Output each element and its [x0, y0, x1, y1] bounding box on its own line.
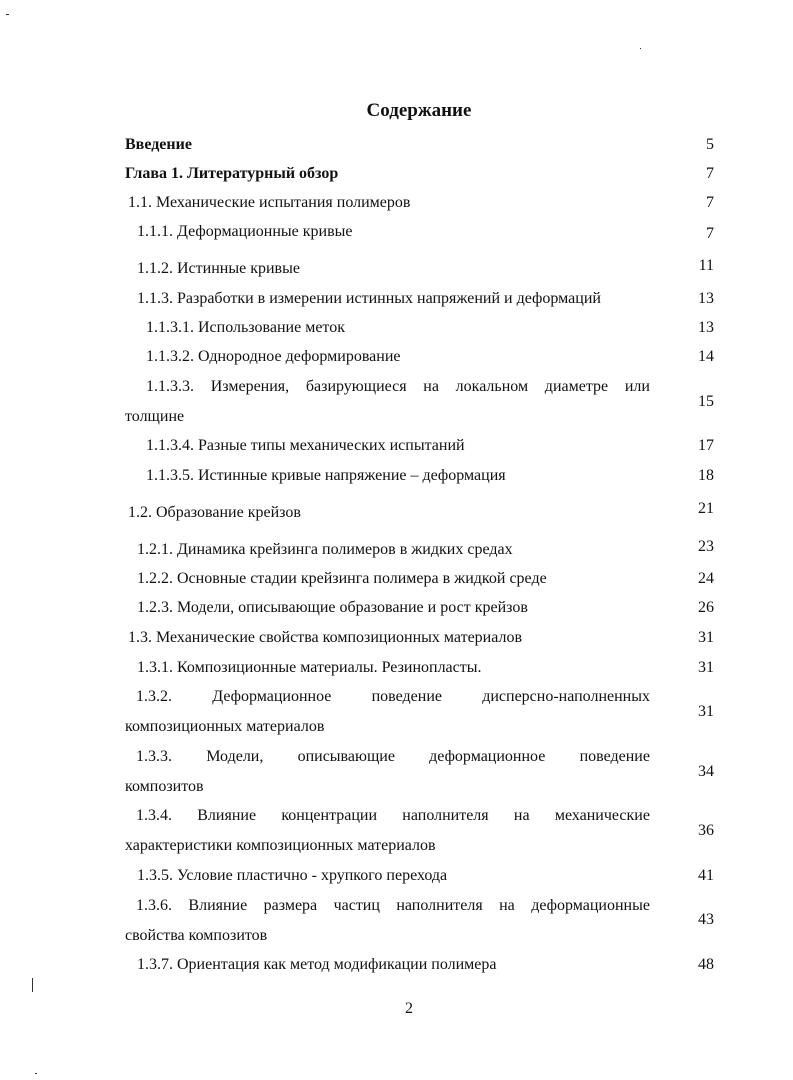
- toc-word: деформационные: [531, 897, 650, 914]
- toc-word: размера: [263, 897, 318, 914]
- toc-page-1-2-3: 26: [698, 599, 714, 616]
- scan-mark: [35, 1073, 37, 1074]
- toc-entry-1-2: 1.2. Образование крейзов: [128, 504, 301, 521]
- toc-page-1-3: 31: [698, 629, 714, 646]
- toc-page-1-3-7: 48: [698, 956, 714, 973]
- toc-word: базирующиеся: [305, 378, 407, 395]
- toc-word: 1.3.6.: [136, 897, 172, 914]
- toc-page-ch1: 7: [706, 165, 714, 182]
- toc-page-1-3-2: 31: [698, 703, 714, 720]
- toc-entry-1-1-3-4: 1.1.3.4. Разные типы механических испытаний: [146, 437, 465, 454]
- toc-page-1-2-1: 23: [698, 538, 714, 555]
- toc-word: Влияние: [188, 897, 248, 914]
- toc-page-1-3-4: 36: [698, 822, 714, 839]
- toc-word: поведение: [579, 748, 650, 765]
- toc-word: 1.1.3.3.: [146, 378, 194, 395]
- toc-entry-1-1-3-5: 1.1.3.5. Истинные кривые напряжение – деформация: [146, 467, 506, 484]
- toc-entry-1-1-2: 1.1.2. Истинные кривые: [137, 260, 300, 277]
- toc-page-1-1-3: 13: [698, 290, 714, 307]
- toc-page-1-1-3-1: 13: [698, 319, 714, 336]
- toc-entry-1-3-3: [125, 747, 650, 797]
- page-number: 2: [405, 1000, 413, 1017]
- toc-word: на: [513, 807, 530, 824]
- toc-word: диаметре: [544, 378, 609, 395]
- toc-word: 1.3.4.: [136, 807, 172, 824]
- toc-page-1-1-3-5: 18: [698, 467, 714, 484]
- toc-entry-1-3-6: [125, 896, 650, 946]
- toc-entry-continuation: характеристики композиционных материалов: [125, 837, 436, 854]
- toc-page-1-1-3-2: 14: [698, 348, 714, 365]
- toc-word: поведение: [371, 688, 442, 705]
- toc-entry-1-2-3: 1.2.3. Модели, описывающие образование и рост крейзов: [137, 599, 528, 616]
- toc-word: частиц: [333, 897, 380, 914]
- toc-word: описывающие: [297, 748, 395, 765]
- toc-word: или: [624, 378, 650, 395]
- toc-entry-continuation: толщине: [125, 408, 185, 425]
- toc-word: деформационное: [429, 748, 546, 765]
- toc-entry-intro: Введение: [125, 136, 192, 153]
- toc-entry-1-3: 1.3. Механические свойства композиционных материалов: [128, 629, 523, 646]
- toc-page-1-2: 21: [698, 500, 714, 517]
- toc-word: наполнителя: [396, 897, 483, 914]
- toc-page-1-3-6: 43: [698, 911, 714, 928]
- toc-word: локальном: [455, 378, 529, 395]
- toc-word: дисперсно-наполненных: [482, 688, 650, 705]
- toc-page-1-1-3-4: 17: [698, 437, 714, 454]
- page-title: Содержание: [366, 100, 472, 121]
- toc-entry-1-1: 1.1. Механические испытания полимеров: [128, 194, 411, 211]
- toc-page-1-1: 7: [706, 194, 714, 211]
- toc-page-1-1-1: 7: [706, 225, 714, 242]
- scan-mark: [6, 14, 9, 15]
- toc-page-1-1-3-3: 15: [698, 393, 714, 410]
- toc-page-1-3-1: 31: [698, 659, 714, 676]
- toc-word: наполнителя: [402, 807, 489, 824]
- toc-word: 1.3.2.: [136, 688, 172, 705]
- toc-word: Измерения,: [210, 378, 290, 395]
- toc-entry-continuation: композиционных материалов: [125, 718, 325, 735]
- toc-entry-1-3-1: 1.3.1. Композиционные материалы. Резинопласты.: [137, 659, 482, 676]
- toc-entry-1-1-3-2: 1.1.3.2. Однородное деформирование: [146, 348, 401, 365]
- toc-entry-continuation: композитов: [125, 778, 204, 795]
- toc-entry-1-2-1: 1.2.1. Динамика крейзинга полимеров в жидких средах: [137, 541, 513, 558]
- toc-word: механические: [554, 807, 650, 824]
- toc-entry-ch1: Глава 1. Литературный обзор: [125, 165, 339, 182]
- toc-word: концентрации: [281, 807, 378, 824]
- toc-word: Влияние: [197, 807, 257, 824]
- toc-word: 1.3.3.: [136, 748, 172, 765]
- toc-entry-continuation: свойства композитов: [125, 927, 268, 944]
- toc-entry-1-1-3: 1.1.3. Разработки в измерении истинных напряжений и деформаций: [137, 290, 601, 307]
- toc-entry-1-3-4: [125, 806, 650, 856]
- toc-page-intro: 5: [706, 136, 714, 153]
- toc-entry-1-2-2: 1.2.2. Основные стадии крейзинга полимера в жидкой среде: [137, 570, 547, 587]
- toc-entry-1-3-7: 1.3.7. Ориентация как метод модификации полимера: [137, 956, 497, 973]
- toc-page-1-1-2: 11: [698, 257, 714, 274]
- toc-word: на: [499, 897, 515, 914]
- toc-word: на: [423, 378, 439, 395]
- scan-mark: [640, 48, 641, 49]
- toc-entry-1-1-1: 1.1.1. Деформационные кривые: [137, 223, 353, 240]
- toc-entry-1-1-3-3: [125, 377, 650, 427]
- toc-page-1-2-2: 24: [698, 570, 714, 587]
- toc-entry-1-3-2: [125, 687, 650, 737]
- toc-word: Модели,: [206, 748, 264, 765]
- toc-entry-1-1-3-1: 1.1.3.1. Использование меток: [146, 319, 345, 336]
- toc-word: Деформационное: [212, 688, 332, 705]
- toc-entry-1-3-5: 1.3.5. Условие пластично - хрупкого перехода: [137, 867, 448, 884]
- toc-page-1-3-3: 34: [698, 763, 714, 780]
- toc-page-1-3-5: 41: [698, 867, 714, 884]
- scan-mark: [32, 978, 33, 992]
